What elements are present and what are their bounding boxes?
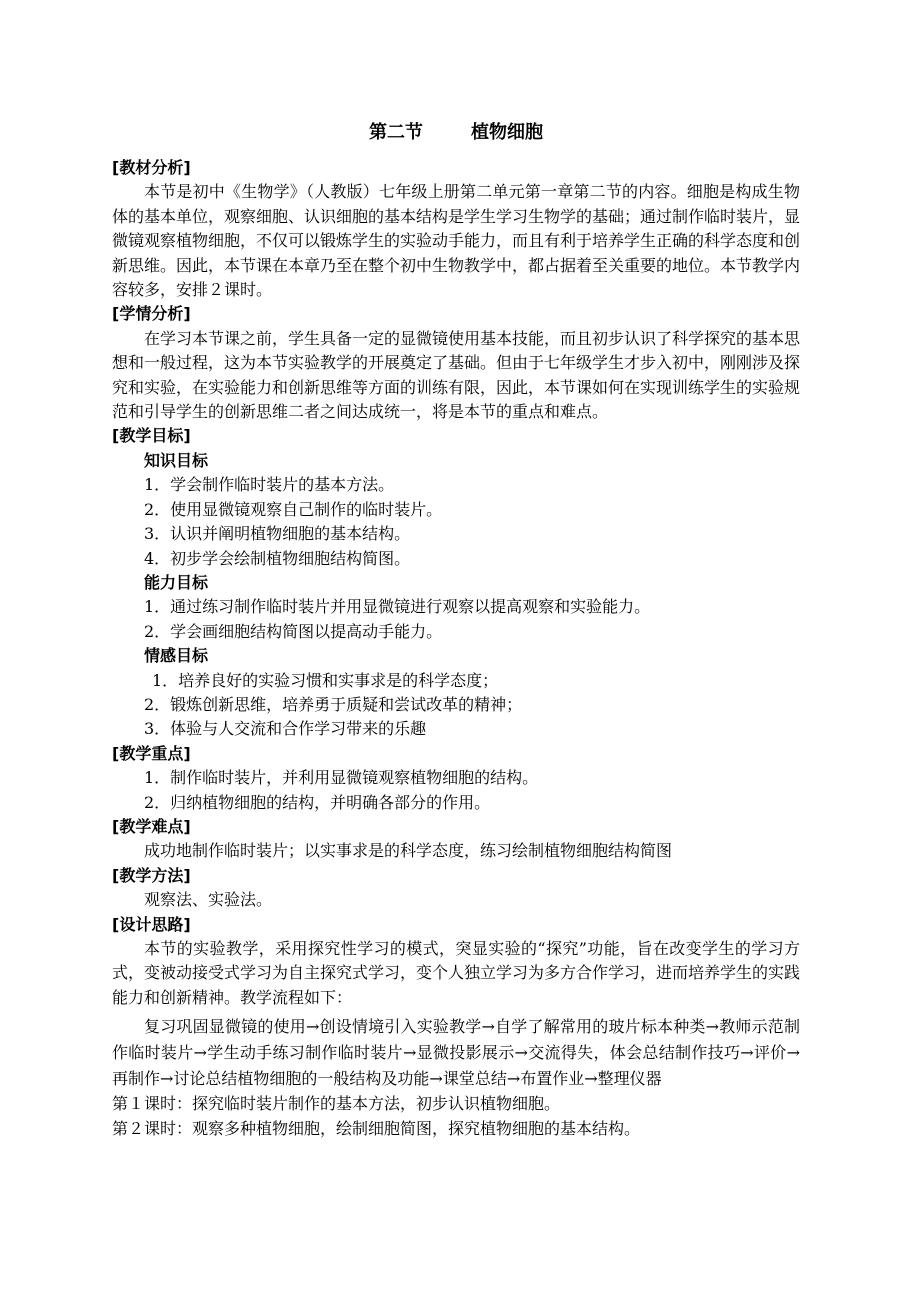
document-body — [112, 118, 800, 1141]
heading-difficulties: [教学难点] — [112, 816, 191, 836]
emotion-goals-label: 情感目标 — [144, 646, 209, 666]
heading-student-analysis: [学情分析] — [112, 304, 191, 324]
ability-goals-label: 能力目标 — [144, 572, 209, 592]
difficulties-text: 成功地制作临时装片；以实事求是的科学态度，练习绘制植物细胞结构简图 — [144, 841, 673, 861]
ability-goal-item: 2．学会画细胞结构简图以提高动手能力。 — [144, 621, 443, 641]
title-section-name: 植物细胞 — [471, 122, 543, 143]
knowledge-goal-item: 2．使用显微镜观察自己制作的临时装片。 — [144, 499, 443, 519]
student-analysis-text: 在学习本节课之前，学生具备一定的显微镜使用基本技能，而且初步认识了科学探究的基本思想和一般过程，这为本节实验教学的开展奠定了基础。但由于七年级学生才步入初中，刚刚涉及探究和实验，在实验能力和创新思维等方面的训练有限，因此，本节课如何在实现训练学生的实验规范和引导学生的创新思维二者之间达成统一，将是本节的重点和难点。 — [112, 328, 801, 422]
emotion-goal-item: 3．体验与人交流和合作学习带来的乐趣 — [144, 719, 427, 739]
knowledge-goal-item: 3．认识并阐明植物细胞的基本结构。 — [144, 524, 411, 544]
methods-text: 观察法、实验法。 — [144, 890, 273, 910]
knowledge-goal-item: 1．学会制作临时装片的基本方法。 — [144, 475, 395, 495]
knowledge-goals-label: 知识目标 — [144, 450, 209, 470]
knowledge-goal-item: 4．初步学会绘制植物细胞结构简图。 — [144, 548, 411, 568]
emotion-goal-item: 1．培养良好的实验习惯和实事求是的科学态度； — [152, 670, 499, 690]
heading-key-points: [教学重点] — [112, 743, 191, 763]
key-point-item: 1．制作临时装片，并利用显微镜观察植物细胞的结构。 — [144, 768, 539, 788]
textbook-analysis-text: 本节是初中《生物学》（人教版）七年级上册第二单元第一章第二节的内容。细胞是构成生物体的基本单位，观察细胞、认识细胞的基本结构是学生学习生物学的基础；通过制作临时装片，显微镜观察植物细胞，不仅可以锻炼学生的实验动手能力，而且有利于培养学生正确的科学态度和创新思维。因此，本节课在本章乃至在整个初中生物教学中，都占据着至关重要的地位。本节教学内容较多，安排２课时。 — [112, 182, 801, 300]
lesson-2-text: 第２课时：观察多种植物细胞，绘制细胞简图，探究植物细胞的基本结构。 — [112, 1118, 641, 1138]
title-section-number: 第二节 — [369, 122, 423, 143]
heading-methods: [教学方法] — [112, 865, 191, 885]
heading-design-ideas: [设计思路] — [112, 914, 191, 934]
ability-goal-item: 1．通过练习制作临时装片并用显微镜进行观察以提高观察和实验能力。 — [144, 597, 651, 617]
teaching-flow-text: 复习巩固显微镜的使用→创设情境引入实验教学→自学了解常用的玻片标本种类→教师示范制作临时装片→学生动手练习制作临时装片→显微投影展示→交流得失，体会总结制作技巧→评价→再制作→讨论总结植物细胞的一般结构及功能→课堂总结→布置作业→整理仪器 — [112, 1017, 800, 1089]
heading-textbook-analysis: [教材分析] — [112, 158, 191, 177]
page-title — [112, 118, 800, 148]
lesson-1-text: 第１课时：探究临时装片制作的基本方法，初步认识植物细胞。 — [112, 1094, 561, 1114]
emotion-goal-item: 2．锻炼创新思维，培养勇于质疑和尝试改革的精神； — [144, 694, 523, 714]
heading-teaching-goals: [教学目标] — [112, 426, 191, 446]
key-point-item: 2．归纳植物细胞的结构，并明确各部分的作用。 — [144, 792, 491, 812]
design-ideas-text: 本节的实验教学，采用探究性学习的模式，突显实验的“探究”功能，旨在改变学生的学习方式，变被动接受式学习为自主探究式学习，变个人独立学习为多方合作学习，进而培养学生的实践能力和创新精神。教学流程如下： — [112, 939, 801, 1007]
